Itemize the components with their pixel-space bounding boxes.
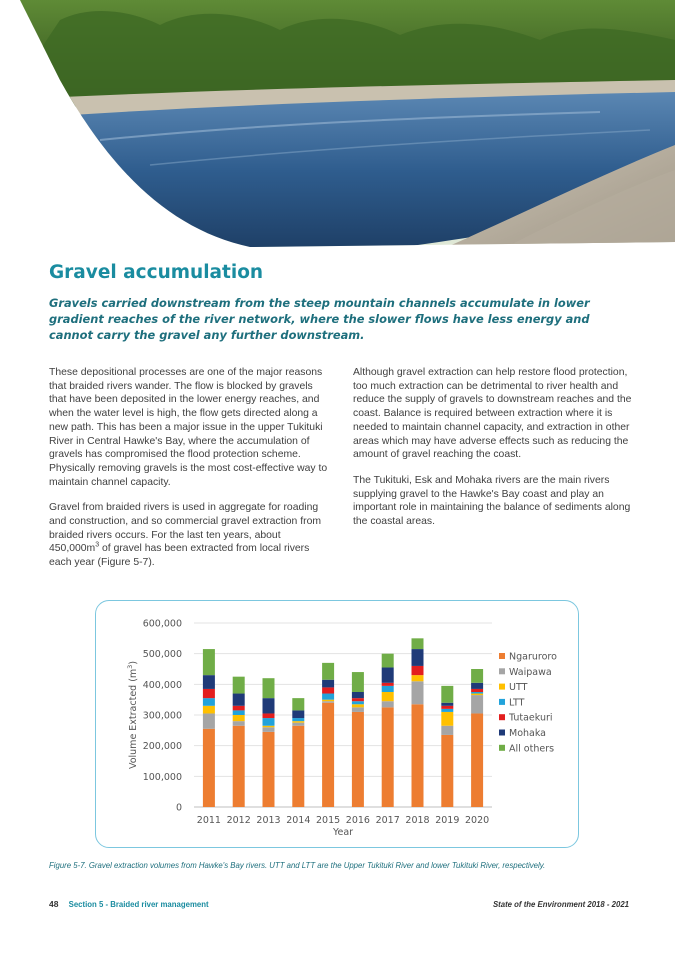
bar-segment: [292, 723, 304, 726]
x-tick-label: 2017: [375, 815, 400, 826]
section-heading: Gravel accumulation: [49, 262, 264, 283]
bar-segment: [292, 718, 304, 721]
bar-segment: [233, 706, 245, 711]
bar-segment: [322, 701, 334, 703]
bar-segment: [382, 707, 394, 807]
x-axis-title: Year: [332, 827, 354, 838]
y-tick-label: 400,000: [142, 679, 182, 691]
bar-segment: [322, 694, 334, 700]
x-tick-label: 2013: [256, 815, 281, 826]
y-tick-label: 500,000: [142, 649, 182, 661]
bar-segment: [263, 713, 275, 718]
bar-segment: [471, 694, 483, 696]
bar-segment: [352, 672, 364, 692]
bar-segment: [441, 709, 453, 712]
bar-segment: [471, 692, 483, 694]
x-tick-label: 2019: [435, 815, 460, 826]
x-tick-label: 2016: [345, 815, 370, 826]
bar-segment: [203, 698, 215, 706]
bar-segment: [203, 689, 215, 698]
bar-segment: [471, 689, 483, 692]
footer-section: Section 5 - Braided river management: [68, 900, 209, 909]
legend-swatch: [499, 653, 505, 659]
chart-frame: [95, 600, 579, 848]
left-paragraph-2: Gravel from braided rivers is used in aggregate for roading and construction, and so commercial gravel extraction from braided rivers occurs. For the last ten years, about $450,000m^3$ of gravel has been extracted from local rivers each year (Figure 5-7).: [49, 502, 322, 569]
y-tick-label: 300,000: [142, 710, 182, 722]
bar-segment: [382, 692, 394, 701]
bar-segment: [292, 698, 304, 710]
bar-segment: [322, 703, 334, 807]
legend-label: Ngaruroro: [509, 651, 557, 663]
legend-label: UTT: [509, 682, 528, 694]
y-tick-label: 600,000: [142, 618, 182, 630]
bar-segment: [471, 695, 483, 713]
bar-segment: [292, 726, 304, 807]
bar-segment: [203, 729, 215, 807]
bar-segment: [441, 712, 453, 726]
legend-swatch: [499, 699, 505, 705]
y-tick-label: 200,000: [142, 741, 182, 753]
bar-segment: [203, 713, 215, 728]
bar-segment: [441, 735, 453, 807]
bar-segment: [412, 675, 424, 681]
bar-segment: [203, 675, 215, 689]
bar-segment: [263, 726, 275, 728]
bar-segment: [263, 727, 275, 732]
bar-segment: [382, 701, 394, 707]
bar-segment: [233, 726, 245, 807]
y-tick-label: 0: [175, 802, 182, 814]
bar-segment: [382, 654, 394, 668]
figure-caption: Figure 5-7. Gravel extraction volumes from Hawke's Bay rivers. UTT and LTT are the Upper Tukituki River and lower Tukituki River, respectively.: [49, 861, 546, 870]
bar-segment: [412, 649, 424, 666]
x-tick-label: 2018: [405, 815, 430, 826]
legend-swatch: [499, 684, 505, 690]
bar-segment: [322, 663, 334, 680]
bar-segment: [412, 666, 424, 675]
bar-segment: [203, 649, 215, 675]
bar-segment: [263, 732, 275, 807]
right-column: [353, 366, 638, 541]
bar-segment: [352, 707, 364, 712]
bar-segment: [382, 683, 394, 686]
x-tick-label: 2012: [226, 815, 251, 826]
legend-swatch: [499, 668, 505, 674]
bar-segment: [233, 710, 245, 715]
bar-segment: [352, 698, 364, 701]
bar-segment: [233, 715, 245, 721]
bar-segment: [441, 686, 453, 703]
legend-swatch: [499, 714, 505, 720]
footer-report-title: State of the Environment 2018 - 2021: [492, 900, 629, 909]
bar-segment: [263, 678, 275, 698]
page-footer: [49, 899, 629, 909]
y-axis-title: Volume Extracted $(m^3)$: [126, 660, 139, 770]
bar-segment: [352, 701, 364, 704]
bar-segment: [233, 721, 245, 726]
bar-segment: [233, 694, 245, 706]
bar-segment: [441, 726, 453, 735]
bar-segment: [412, 681, 424, 704]
bar-segment: [412, 704, 424, 807]
bar-segment: [322, 687, 334, 693]
left-paragraph-1: These depositional processes are one of the major reasons that braided rivers wander. The flow is blocked by gravels that have been deposited in the lower energy reaches, and when the water level is high, the flow gets directed along a new path. This has been a major issue in the upper Tukituki River in Central Hawke's Bay, where the accumulation of gravels has compromised the flood protection scheme. Physically removing gravels is the most cost-effective way to maintain channel capacity.: [49, 367, 328, 488]
right-paragraph-2: The Tukituki, Esk and Mohaka rivers are the main rivers supplying gravel to the Hawke's Bay coast and play an important role in maintaining the balance of sediments along the coastal areas.: [353, 474, 631, 528]
x-tick-label: 2011: [196, 815, 221, 826]
page-number: 48: [49, 899, 59, 909]
cubic-superscript: 3: [95, 541, 100, 549]
y-tick-label: 100,000: [142, 771, 182, 783]
x-tick-label: 2015: [316, 815, 341, 826]
legend-label: LTT: [509, 697, 525, 709]
river-photo: [0, 0, 675, 250]
bar-segment: [292, 710, 304, 718]
bar-segment: [352, 704, 364, 707]
lead-paragraph: Gravels carried downstream from the steep mountain channels accumulate in lower gradient reaches of the river network, where the slower flows have less energy and cannot carry the gravel any further downstream.: [49, 296, 590, 342]
bar-segment: [322, 700, 334, 702]
legend-label: Waipawa: [509, 666, 552, 678]
right-paragraph-1: Although gravel extraction can help restore flood protection, too much extraction can be detrimental to river health and reduce the supply of gravels to downstream reaches and the coast. Balance is required between extraction where it is needed to maintain channel capacity, and extraction in other areas which may have adverse effects such as reducing the amount of gravel reaching the coast.: [353, 367, 632, 461]
bar-segment: [233, 677, 245, 694]
legend-swatch: [499, 730, 505, 736]
bar-segment: [471, 713, 483, 807]
bar-segment: [263, 718, 275, 726]
legend-label: Tutaekuri: [509, 712, 553, 724]
x-tick-label: 2020: [465, 815, 490, 826]
legend-swatch: [499, 745, 505, 751]
bar-segment: [471, 683, 483, 689]
x-tick-label: 2014: [286, 815, 311, 826]
bar-segment: [352, 692, 364, 698]
bar-segment: [263, 698, 275, 713]
bar-segment: [382, 686, 394, 692]
bar-segment: [203, 706, 215, 714]
bar-segment: [471, 669, 483, 683]
bar-segment: [322, 680, 334, 688]
legend-label: All others: [509, 743, 555, 755]
gravel-extraction-chart: [96, 601, 578, 847]
bar-segment: [441, 706, 453, 709]
bar-segment: [382, 667, 394, 682]
bar-segment: [412, 638, 424, 649]
bar-segment: [292, 721, 304, 723]
left-column: [49, 366, 331, 582]
bar-segment: [441, 703, 453, 706]
legend-label: Mohaka: [509, 728, 547, 739]
bar-segment: [352, 712, 364, 807]
